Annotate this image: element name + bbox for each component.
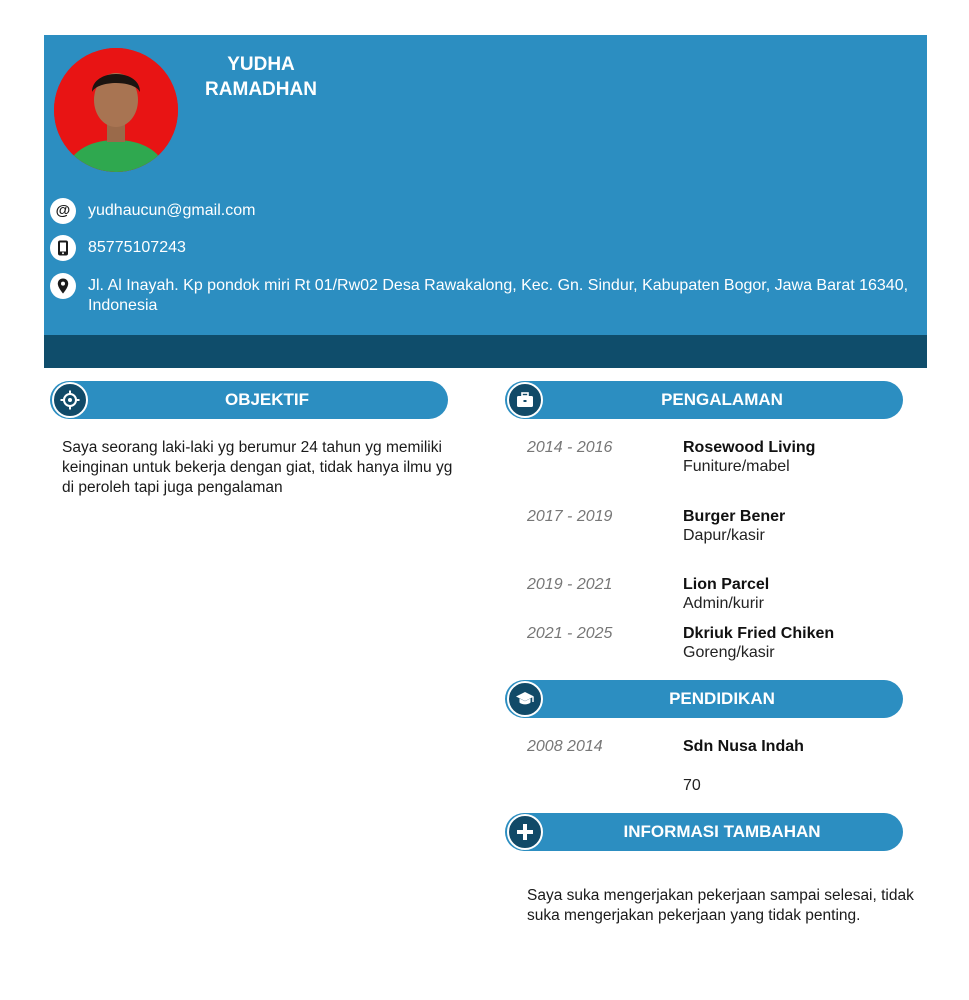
briefcase-icon [507, 382, 543, 418]
education-item [527, 737, 907, 797]
education-school: Sdn Nusa Indah [683, 738, 804, 755]
section-education-title: PENDIDIKAN [669, 689, 775, 708]
experience-period: 2021 - 2025 [527, 625, 613, 642]
education-period: 2008 2014 [527, 738, 603, 755]
section-objective-title: OBJEKTIF [224, 390, 310, 409]
address-text: Jl. Al Inayah. Kp pondok miri Rt 01/Rw02 Desa Rawakalong, Kec. Gn. Sindur, Kabupaten Bogor, Jawa Barat 16340, Indonesia [88, 277, 909, 314]
experience-role: Admin/kurir [683, 595, 764, 612]
experience-role: Goreng/kasir [683, 644, 775, 661]
section-education [505, 680, 903, 718]
section-experience-title: PENGALAMAN [661, 390, 783, 409]
section-objective [50, 381, 448, 419]
name-line-2: RAMADHAN [205, 79, 317, 100]
section-additional-title: INFORMASI TAMBAHAN [623, 822, 821, 841]
at-icon: @ [50, 198, 76, 224]
avatar [54, 48, 178, 172]
plus-icon [507, 814, 543, 850]
section-experience [505, 381, 903, 419]
experience-org: Rosewood Living [683, 439, 816, 456]
experience-role: Dapur/kasir [683, 527, 765, 544]
header-band [44, 335, 927, 368]
additional-text: Saya suka mengerjakan pekerjaan sampai selesai, tidak suka mengerjakan pekerjaan yang tidak penting. [527, 887, 914, 924]
target-icon [52, 382, 88, 418]
objective-text: Saya seorang laki-laki yg berumur 24 tahun yg memiliki keinginan untuk bekerja dengan giat, tidak hanya ilmu yg di peroleh tapi juga pengalaman [62, 439, 453, 496]
experience-period: 2019 - 2021 [527, 576, 613, 593]
phone-icon [50, 235, 76, 261]
experience-org: Dkriuk Fried Chiken [683, 625, 835, 642]
education-score: 70 [683, 777, 701, 794]
experience-org: Burger Bener [683, 508, 786, 525]
name-line-1: YUDHA [227, 54, 295, 75]
graduation-cap-icon [507, 681, 543, 717]
experience-role: Funiture/mabel [683, 458, 790, 475]
experience-period: 2017 - 2019 [527, 508, 613, 525]
experience-org: Lion Parcel [683, 576, 770, 593]
email-text[interactable]: yudhaucun@gmail.com [88, 202, 256, 219]
phone-text[interactable]: 85775107243 [88, 239, 186, 256]
person-name [186, 52, 336, 102]
location-pin-icon [50, 273, 76, 299]
experience-period: 2014 - 2016 [527, 439, 613, 456]
section-additional [505, 813, 903, 851]
